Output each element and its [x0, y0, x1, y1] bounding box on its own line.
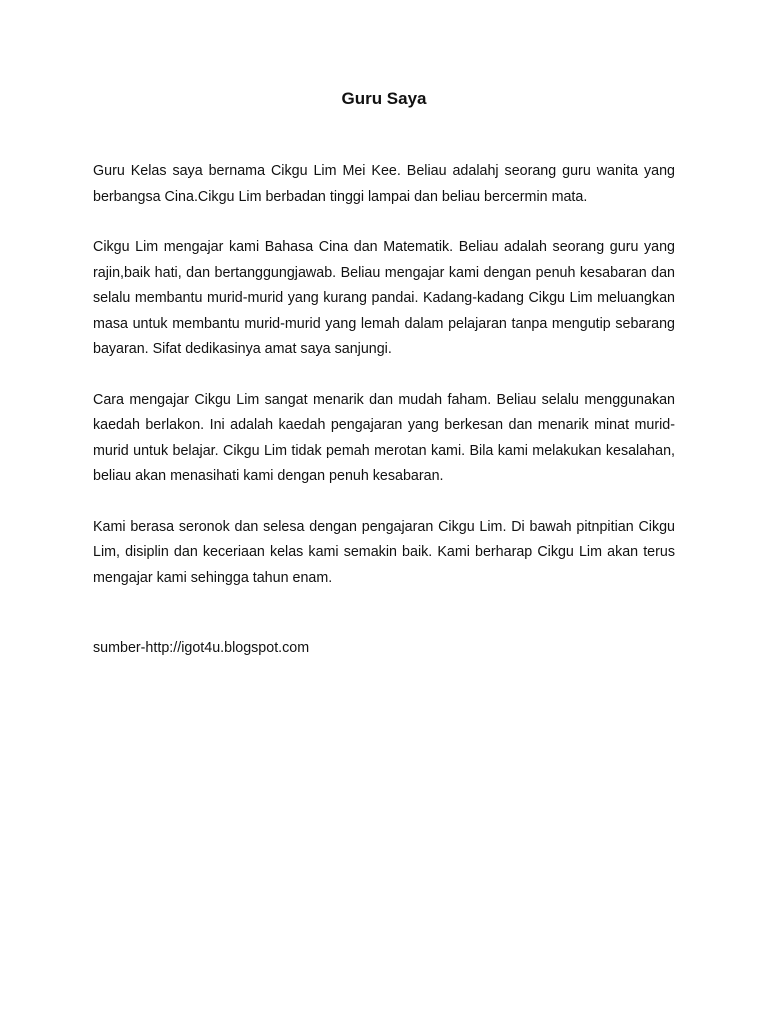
paragraph-1: Guru Kelas saya bernama Cikgu Lim Mei Kee. Beliau adalahj seorang guru wanita yang berbangsa Cina.Cikgu Lim berbadan tinggi lampai dan beliau bercermin mata. — [93, 163, 675, 205]
source-citation: sumber-http://igot4u.blogspot.com — [93, 640, 310, 656]
paragraph-3: Cara mengajar Cikgu Lim sangat menarik dan mudah faham. Beliau selalu menggunakan kaedah berlakon. Ini adalah kaedah pengajaran yang berkesan dan menarik minat murid-murid untuk belajar. Cikgu Lim tidak pemah merotan kami. Bila kami melakukan kesalahan, beliau akan menasihati kami dengan penuh kesabaran. — [93, 391, 675, 484]
document-title: Guru Saya — [341, 89, 427, 108]
paragraph-4: Kami berasa seronok dan selesa dengan pengajaran Cikgu Lim. Di bawah pitnpitian Cikgu Lim, disiplin dan keceriaan kelas kami semakin baik. Kami berharap Cikgu Lim akan terus mengajar kami sehingga tahun enam. — [93, 518, 675, 586]
document-body — [93, 159, 675, 616]
paragraph-2: Cikgu Lim mengajar kami Bahasa Cina dan Matematik. Beliau adalah seorang guru yang rajin,baik hati, dan bertanggungjawab. Beliau mengajar kami dengan penuh kesabaran dan selalu membantu murid-murid yang kurang pandai. Kadang-kadang Cikgu Lim meluangkan masa untuk membantu murid-murid yang lemah dalam pelajaran tanpa mengutip sebarang bayaran. Sifat dedikasinya amat saya sanjungi. — [93, 239, 675, 357]
